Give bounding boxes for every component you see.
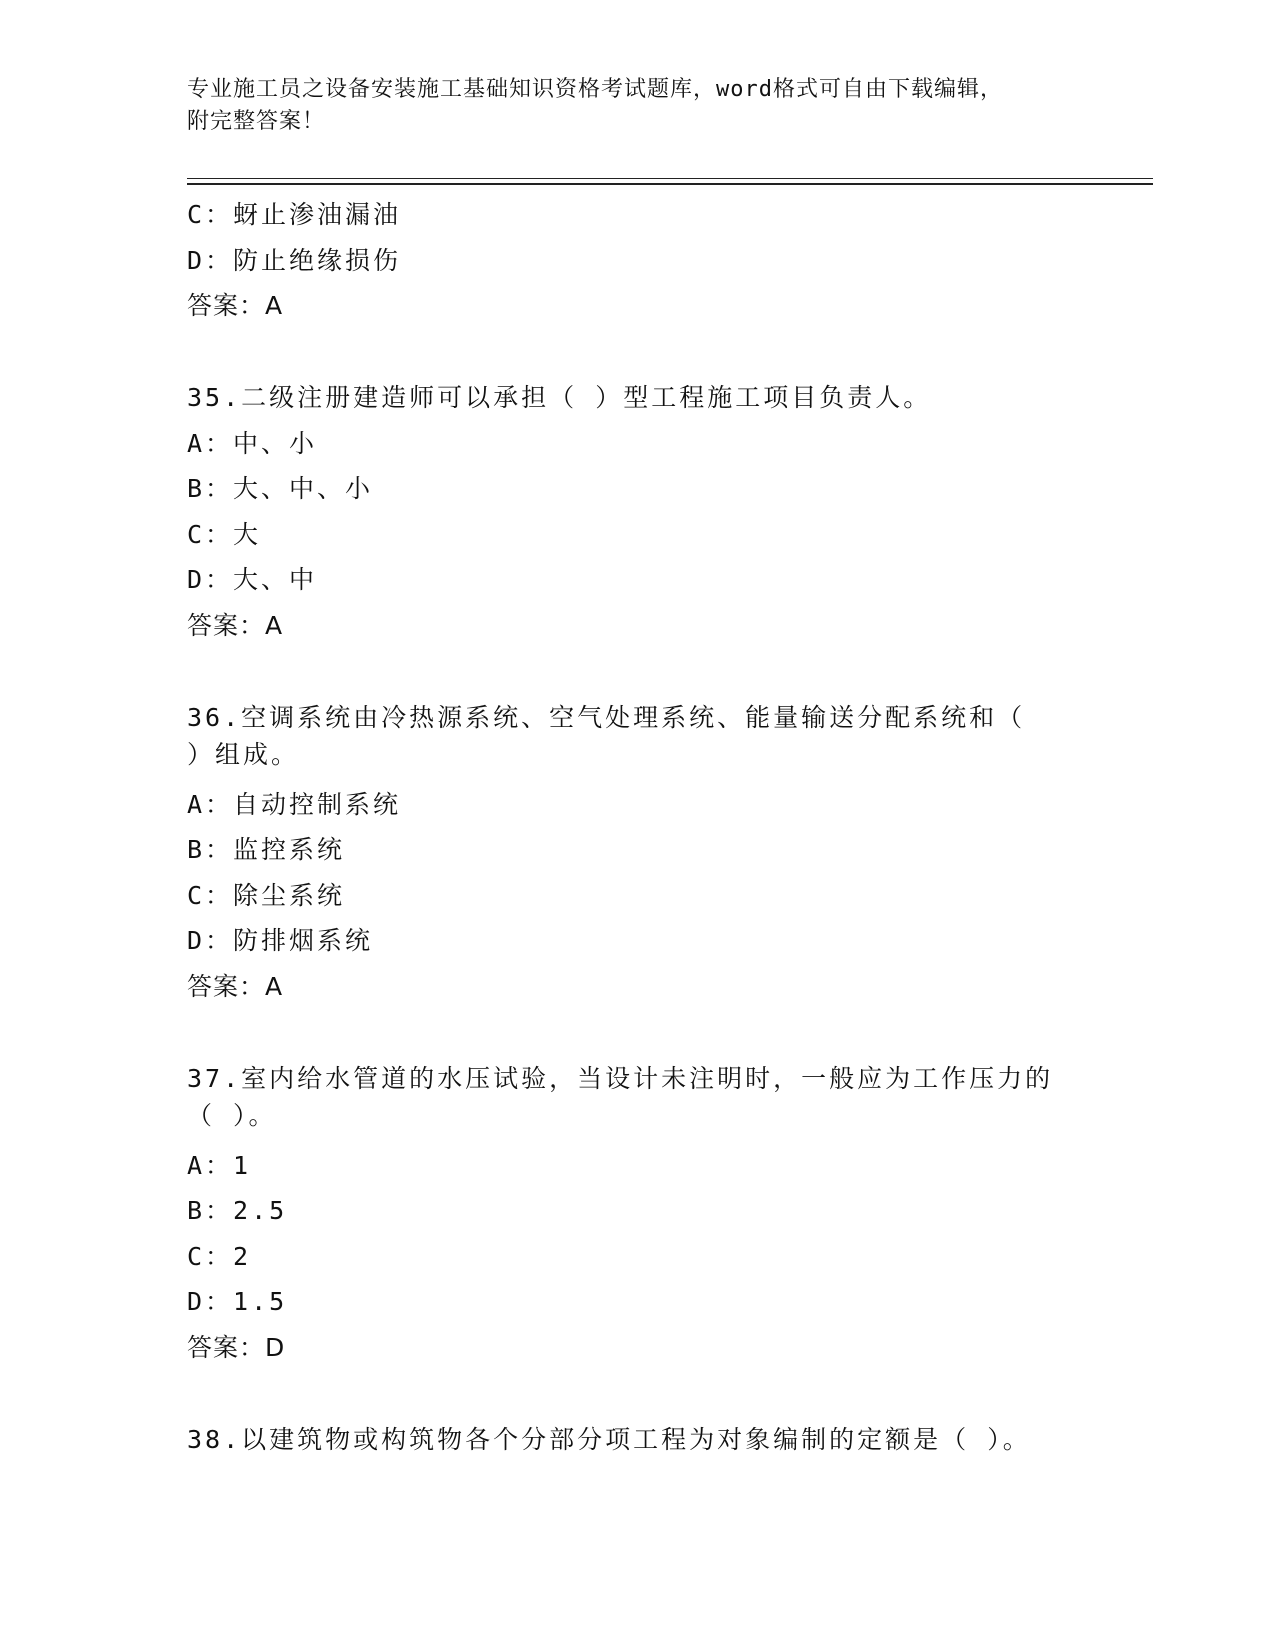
spacer xyxy=(187,649,1087,695)
document-header xyxy=(187,74,1087,138)
option-d: D：防排烟系统 xyxy=(187,926,374,955)
option-c: C：蚜止渗油漏油 xyxy=(187,200,402,229)
header-line-1: 专业施工员之设备安装施工基础知识资格考试题库，word格式可自由下载编辑， xyxy=(187,77,1003,102)
option-c: C：除尘系统 xyxy=(187,880,346,910)
option-b: B：2.5 xyxy=(187,1196,288,1225)
spacer xyxy=(187,1371,1087,1417)
option-a: A：1 xyxy=(187,1150,252,1180)
question-stem-line-2: ）组成。 xyxy=(187,739,300,769)
question-34-tail xyxy=(187,192,1087,329)
option-d: D：1.5 xyxy=(187,1287,288,1316)
question-stem: 35.二级注册建造师可以承担（ ）型工程施工项目负责人。 xyxy=(187,383,932,412)
header-divider-thin xyxy=(187,178,1153,179)
option-a: A：中、小 xyxy=(187,428,318,458)
header-line-2: 附完整答案！ xyxy=(187,109,326,134)
option-c: C：大 xyxy=(187,519,262,549)
option-b: B：监控系统 xyxy=(187,835,346,864)
question-stem-line-2: （ ）。 xyxy=(187,1100,277,1130)
question-37 xyxy=(187,1056,1087,1371)
option-d: D：防止绝缘损伤 xyxy=(187,245,402,275)
header-divider-thick xyxy=(187,183,1153,185)
spacer xyxy=(187,1010,1087,1056)
answer-line: 答案：A xyxy=(187,971,284,1001)
option-c: C：2 xyxy=(187,1241,252,1271)
question-36 xyxy=(187,695,1087,1010)
question-stem: 38.以建筑物或构筑物各个分部分项工程为对象编制的定额是（ ）。 xyxy=(187,1424,1031,1454)
option-d: D：大、中 xyxy=(187,565,318,594)
answer-line: 答案：A xyxy=(187,610,284,640)
question-35 xyxy=(187,375,1087,649)
question-stem-line-1: 36.空调系统由冷热源系统、空气处理系统、能量输送分配系统和（ xyxy=(187,702,1026,732)
spacer xyxy=(187,329,1087,375)
option-a: A：自动控制系统 xyxy=(187,789,402,819)
document-body xyxy=(187,192,1087,1462)
answer-line: 答案：A xyxy=(187,291,284,320)
answer-line: 答案：D xyxy=(187,1332,286,1362)
question-38 xyxy=(187,1417,1087,1463)
option-b: B：大、中、小 xyxy=(187,474,374,503)
question-stem-line-1: 37.室内给水管道的水压试验，当设计未注明时，一般应为工作压力的 xyxy=(187,1063,1054,1093)
